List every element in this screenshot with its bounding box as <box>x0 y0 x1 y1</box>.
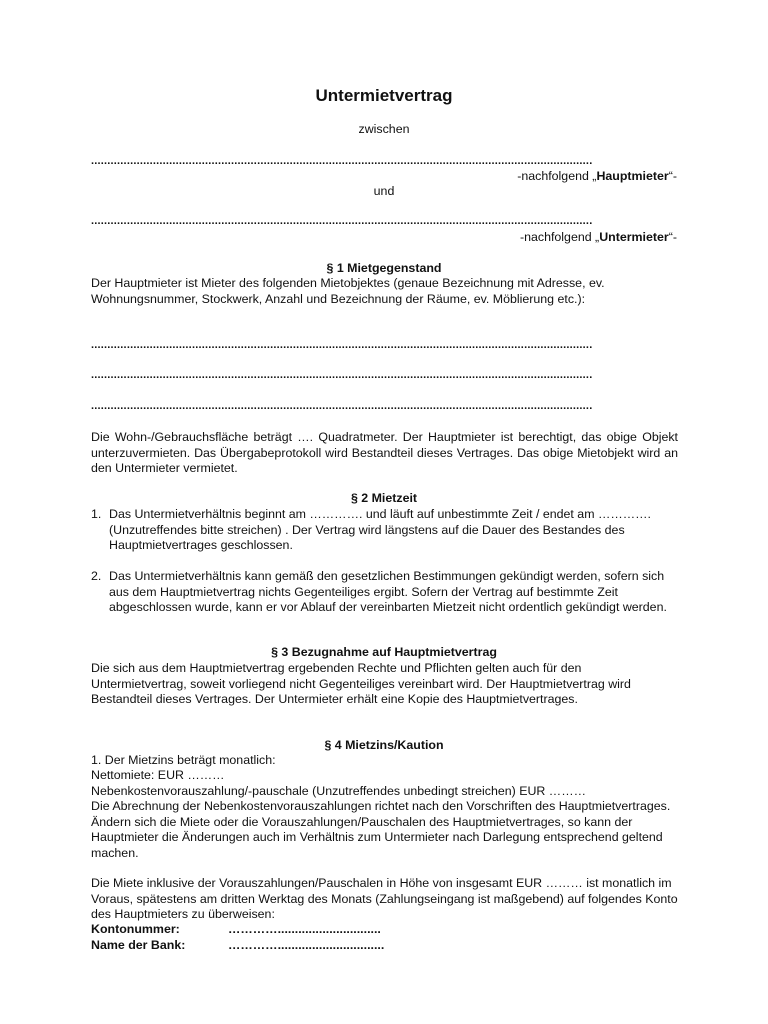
section2-item2: Das Untermietverhältnis kann gemäß den gesetzlichen Bestimmungen gekündigt werden, sofern sich aus dem Hauptmietvertrag nichts Gegenteiliges ergibt. Sofern der Vertrag auf bestimmte Zeit abgeschlossen wurde, kann er vor Ablauf der vereinbarten Mietzeit nicht ordentlich gekündigt werden. <box>109 569 667 615</box>
party2-dotted-line: .......................................................................................................................................................... <box>91 216 593 226</box>
section1-heading: § 1 Mietgegenstand <box>326 261 442 275</box>
section1-text: Die Wohn-/Gebrauchsfläche beträgt …. Quadratmeter. Der Hauptmieter ist berechtigt, das obige Objekt unterzuvermieten. Das Übergabeprotokoll wird Bestandteil dieses Vertrages. Das obige Mietobjekt wird an den Untermieter vermietet. <box>91 430 678 476</box>
section4-utilities: Nebenkostenvorauszahlung/-pauschale (Unzutreffendes unbedingt streichen) EUR ……… <box>91 784 586 798</box>
between-text: zwischen <box>358 122 410 136</box>
section4-line1: 1. Der Mietzins beträgt monatlich: <box>91 753 276 767</box>
party1-dotted-line: .......................................................................................................................................................... <box>91 156 593 166</box>
document-title: Untermietvertrag <box>315 86 453 105</box>
party1-designation: -nachfolgend „Hauptmieter“- <box>517 169 677 183</box>
account-number-label: Kontonummer: <box>91 922 180 936</box>
section4-heading: § 4 Mietzins/Kaution <box>324 738 444 752</box>
bank-name-label: Name der Bank: <box>91 938 186 952</box>
section2-item1-number: 1. <box>91 507 102 521</box>
section1-intro: Der Hauptmieter ist Mieter des folgenden Mietobjektes (genaue Bezeichnung mit Adresse, ev. Wohnungsnummer, Stockwerk, Anzahl und Bezeichnung der Räume, ev. Möblierung etc.): <box>91 276 605 306</box>
section4-text1: Die Abrechnung der Nebenkostenvorauszahlungen richtet nach den Vorschriften des Hauptmietvertrages. Ändern sich die Miete oder die Vorauszahlungen/Pauschalen des Hauptmietvertrages, so kann der Hauptmieter die Änderungen auch im Verhältnis zum Untermieter nach Darlegung entsprechend geltend machen. <box>91 799 671 860</box>
account-number-field: ………….............................. <box>228 922 381 936</box>
party2-designation: -nachfolgend „Untermieter“- <box>519 230 677 244</box>
section4-net-rent: Nettomiete: EUR ……… <box>91 768 225 782</box>
section2-heading: § 2 Mietzeit <box>350 491 418 505</box>
object-dotted-line-1: .......................................................................................................................................................... <box>91 340 593 350</box>
object-dotted-line-3: .......................................................................................................................................................... <box>91 401 593 411</box>
and-text: und <box>373 184 395 198</box>
bank-name-field: …………............................... <box>228 938 385 952</box>
section4-text2: Die Miete inklusive der Vorauszahlungen/Pauschalen in Höhe von insgesamt EUR ……… ist monatlich im Voraus, spätestens am dritten Werktag des Monats (Zahlungseingang ist maßgebend) auf folgendes Konto des Hauptmieters zu überweisen: <box>91 876 678 922</box>
section2-item2-number: 2. <box>91 569 102 583</box>
section3-text: Die sich aus dem Hauptmietvertrag ergebenden Rechte und Pflichten gelten auch für den Untermietvertrag, soweit vorliegend nicht Gegenteiliges vereinbart wird. Der Hauptmietvertrag wird Bestandteil dieses Vertrages. Der Untermieter erhält eine Kopie des Hauptmietvertrages. <box>91 661 631 707</box>
section2-item1: Das Untermietverhältnis beginnt am …………. und läuft auf unbestimmte Zeit / endet am …………. (Unzutreffendes bitte streichen) . Der Vertrag wird längstens auf die Dauer des Bestandes des Hauptmietvertrages geschlossen. <box>109 507 651 553</box>
object-dotted-line-2: .......................................................................................................................................................... <box>91 370 593 380</box>
section3-heading: § 3 Bezugnahme auf Hauptmietvertrag <box>271 645 497 659</box>
